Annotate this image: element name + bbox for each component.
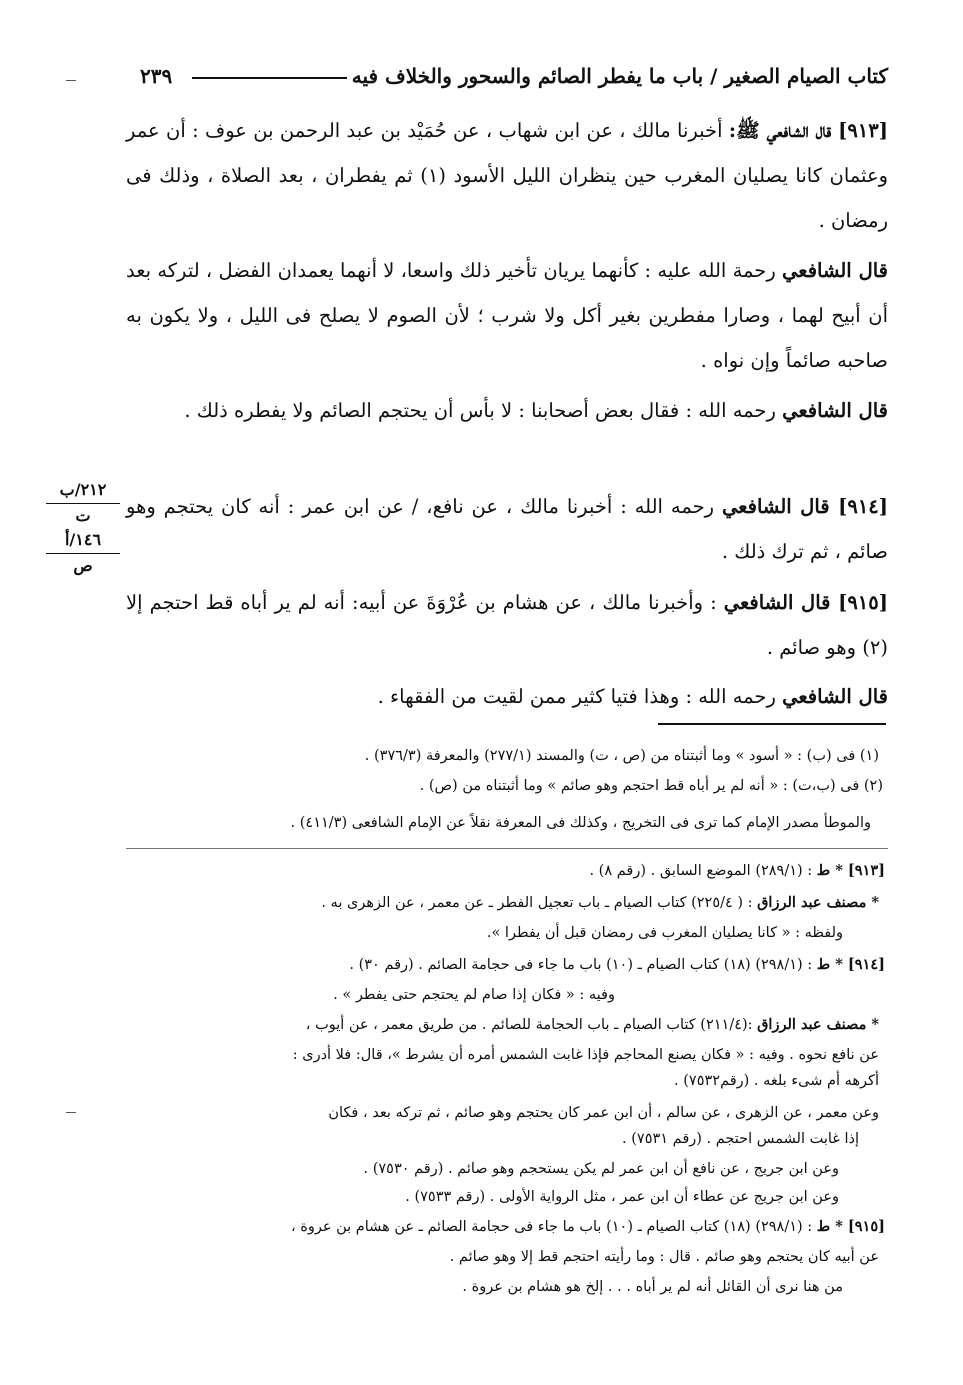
margin-folio-b: ٢١٢/ب bbox=[46, 478, 120, 504]
takhrij-line: ولفظه : « كانا يصليان المغرب فى رمضان قبل أن يفطرا ». bbox=[486, 925, 843, 941]
paragraph-commentary-2 bbox=[126, 388, 888, 478]
margin-folio-t-label: ت bbox=[75, 506, 91, 525]
margin-folio-note bbox=[46, 478, 120, 578]
paragraph-text: : وأخبرنا مالك ، عن هشام بن عُرْوَةَ عن أبيه: أنه لم ير أباه قط احتجم إلا (٢) وهو صائم . bbox=[126, 591, 888, 659]
header-title: كتاب الصيام الصغير / باب ما يفطر الصائم والسحور والخلاف فيه bbox=[351, 64, 888, 88]
takhrij-line: أكرهه أم شىء بلغه . (رقم٧٥٣٢) . bbox=[674, 1073, 879, 1089]
takhrij-line: [٩١٤] * ط : (٢٩٨/١) (١٨) كتاب الصيام ـ (١٠) باب ما جاء فى حجامة الصائم . (رقم ٣٠) . bbox=[349, 956, 885, 973]
takhrij-line: من هنا نرى أن القائل أنه لم ير أباه . . . إلخ هو هشام بن عروة . bbox=[462, 1279, 843, 1295]
paragraph-913 bbox=[126, 108, 888, 243]
takhrij-line: [٩١٥] * ط : (٢٩٨/١) (١٨) كتاب الصيام ـ (١٠) باب ما جاء فى حجامة الصائم ـ عن هشام بن عروة ، bbox=[290, 1218, 885, 1235]
paragraph-lead: قال الشافعي bbox=[782, 685, 888, 708]
paragraph-commentary-3 bbox=[126, 674, 888, 719]
paragraph-text: أخبرنا مالك ، عن ابن شهاب ، عن حُمَيْد بن عبد الرحمن بن عوف : أن عمر وعثمان كانا يصليان المغرب حين ينظران الليل الأسود (١) ثم يفطران ، بعد الصلاة ، وذلك فى رمضان . bbox=[126, 119, 888, 232]
paragraph-914 bbox=[126, 484, 888, 574]
paragraph-lead: [٩١٣] قال الشافعي ﷺ: bbox=[728, 119, 888, 142]
takhrij-line: عن نافع نحوه . وفيه : « فكان يصنع المحاجم فإذا غابت الشمس أمره أن يشرط »، قال: فلا أدرى : bbox=[292, 1047, 879, 1063]
takhrij-line: * مصنف عبد الرزاق :(٢١١/٤) كتاب الصيام ـ باب الحجامة للصائم . من طريق معمر ، عن أيوب ، bbox=[305, 1016, 879, 1033]
takhrij-line: وعن معمر ، عن الزهرى ، عن سالم ، أن ابن عمر كان يحتجم وهو صائم ، ثم تركه بعد ، فكان bbox=[328, 1105, 879, 1121]
paragraph-lead: [٩١٥] قال الشافعي bbox=[723, 591, 888, 614]
footnote-1: (١) فى (ب) : « أسود » وما أثبتناه من (ص ، ت) والمسند (٢٧٧/١) والمعرفة (٣٧٦/٣) . bbox=[364, 748, 879, 764]
paragraph-915 bbox=[126, 580, 888, 670]
footnote-separator bbox=[658, 723, 886, 725]
takhrij-line: إذا غابت الشمس احتجم . (رقم ٧٥٣١) . bbox=[622, 1131, 859, 1147]
paragraph-lead: قال الشافعي bbox=[782, 259, 888, 282]
paragraph-text: رحمة الله عليه : كأنهما يريان تأخير ذلك واسعا، لا أنهما يعمدان الفضل ، لتركه بعد أن أبيح لهما ، وصارا مفطرين بغير أكل ولا شرب ؛ لأن الصوم لا يصلح فى الليل ، ولا يكون به صاحبه صائماً وإن نواه . bbox=[126, 259, 888, 372]
header-rule bbox=[192, 77, 347, 79]
margin-folio-s-label: ص bbox=[73, 556, 93, 575]
takhrij-line: * مصنف عبد الرزاق : ( ٢٢٥/٤) كتاب الصيام ـ باب تعجيل الفطر ـ عن معمر ، عن الزهرى به . bbox=[321, 894, 879, 911]
margin-folio-t: ١٤٦/أ bbox=[46, 528, 120, 554]
footnote-2-continued: والموطأ مصدر الإمام كما ترى فى التخريج ، وكذلك فى المعرفة نقلاً عن الإمام الشافعى (٤١١/٣) . bbox=[290, 815, 871, 831]
takhrij-line: وعن ابن جريج عن عطاء أن ابن عمر ، مثل الرواية الأولى . (رقم ٧٥٣٣) . bbox=[405, 1189, 839, 1205]
takhrij-separator bbox=[126, 848, 888, 849]
paragraph-text: رحمه الله : أخبرنا مالك ، عن نافع، / عن ابن عمر : أنه كان يحتجم وهو صائم ، ثم ترك ذلك . bbox=[126, 495, 888, 563]
takhrij-line: وفيه : « فكان إذا صام لم يحتجم حتى يفطر » . bbox=[333, 987, 615, 1003]
paragraph-text: رحمه الله : وهذا فتيا كثير ممن لقيت من الفقهاء . bbox=[377, 685, 783, 708]
footnote-2: (٢) فى (ب،ت) : « أنه لم ير أباه قط احتجم وهو صائم » وما أثبتناه من (ص) . bbox=[419, 778, 883, 794]
paragraph-lead: [٩١٤] قال الشافعي bbox=[722, 495, 888, 518]
paragraph-lead: قال الشافعي bbox=[782, 399, 888, 422]
paragraph-commentary-1 bbox=[126, 248, 888, 383]
takhrij-line: وعن ابن جريج ، عن نافع أن ابن عمر لم يكن يستحجم وهو صائم . (رقم ٧٥٣٠) . bbox=[363, 1161, 839, 1177]
takhrij-line: عن أبيه كان يحتجم وهو صائم . قال : وما رأيته احتجم قط إلا وهو صائم . bbox=[449, 1249, 879, 1265]
page-number: ٢٣٩ bbox=[140, 64, 173, 88]
scan-edge-mark bbox=[66, 80, 76, 81]
takhrij-line: [٩١٣] * ط : (٢٨٩/١) الموضع السابق . (رقم ٨) . bbox=[589, 862, 885, 879]
paragraph-text: رحمه الله : فقال بعض أصحابنا : لا بأس أن يحتجم الصائم ولا يفطره ذلك . bbox=[184, 399, 783, 422]
scan-edge-mark bbox=[66, 1112, 76, 1113]
running-header bbox=[140, 58, 888, 94]
